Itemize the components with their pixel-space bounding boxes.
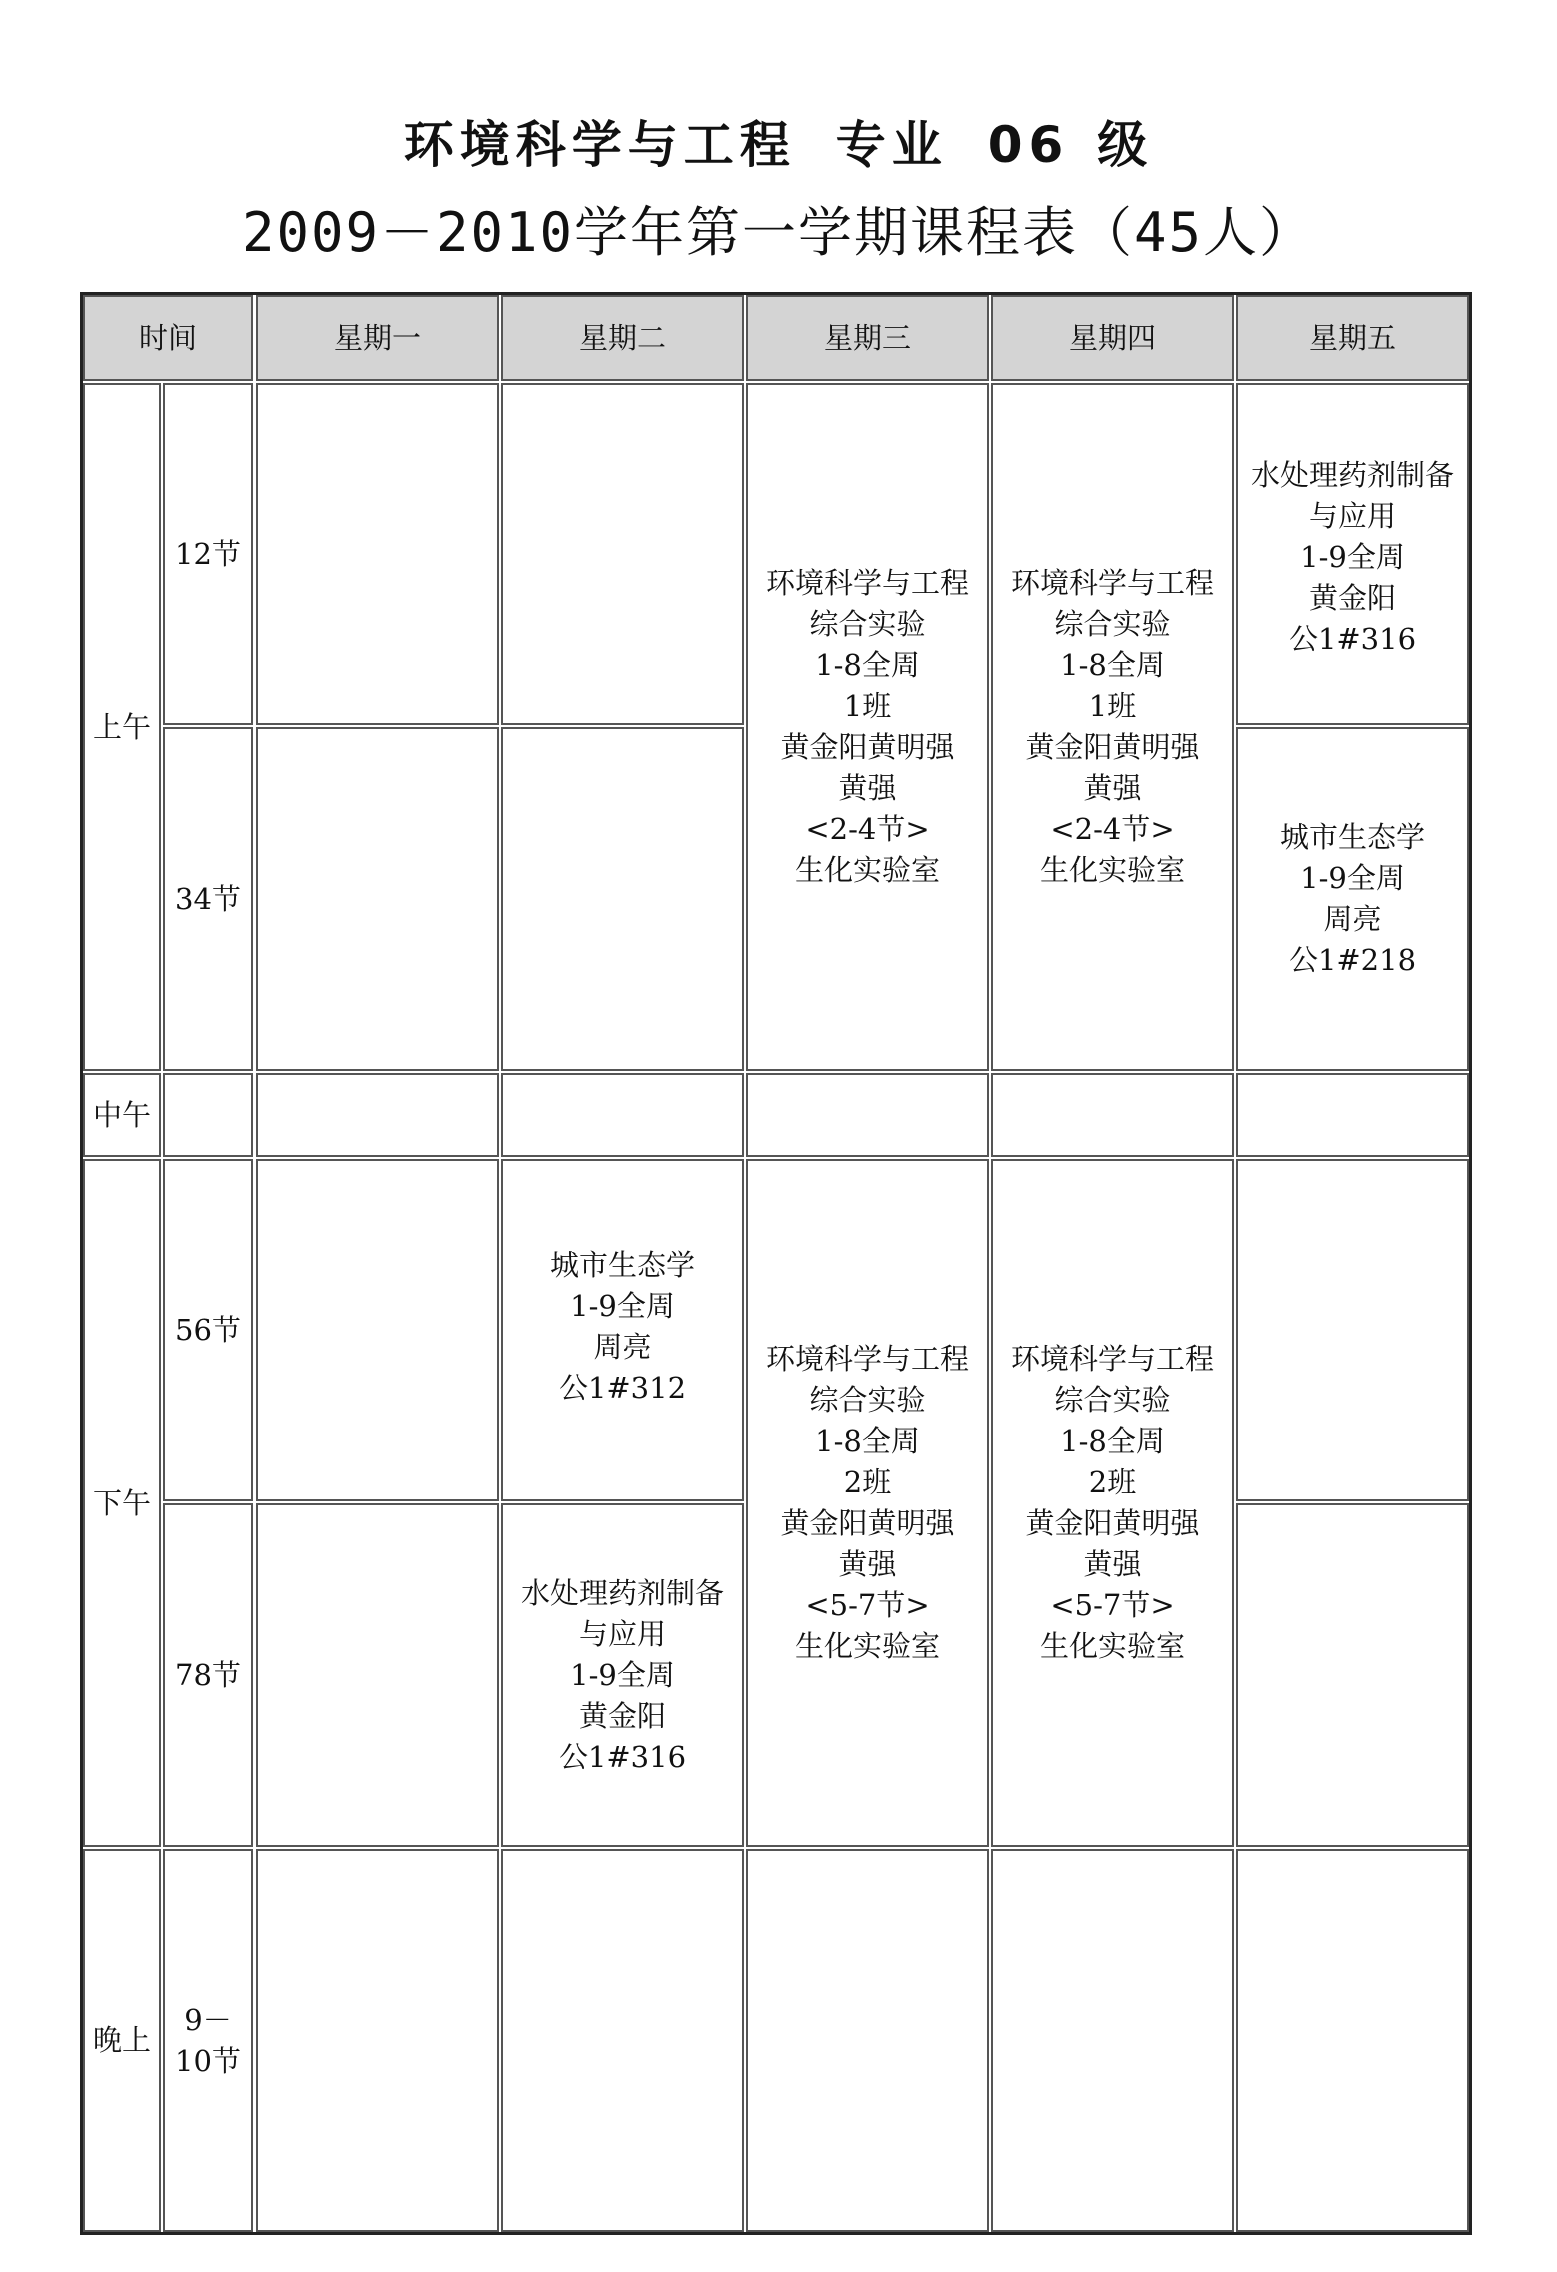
period-noon	[83, 1073, 161, 1157]
header-wednesday	[746, 295, 989, 381]
cell-mon-evening	[256, 1849, 499, 2232]
period-56-label: 56节	[175, 1312, 241, 1347]
period-910-label: 9－ 10节	[175, 2002, 241, 2078]
course-thu-am: 环境科学与工程 综合实验 1-8全周 1班 黄金阳黄明强 黄强 <2-4节> 生化实验室	[1010, 566, 1214, 887]
cell-mon-56	[256, 1159, 499, 1501]
header-friday	[1236, 295, 1469, 381]
period-910	[163, 1849, 253, 2232]
period-afternoon-label: 下午	[92, 1485, 151, 1520]
header-day-label: 星期二	[578, 320, 666, 355]
period-34	[163, 727, 253, 1071]
title-grade-num: 06	[987, 116, 1070, 174]
period-noon-label: 中午	[92, 1097, 151, 1132]
period-56	[163, 1159, 253, 1501]
cell-mon-12	[256, 383, 499, 725]
cell-fri-34	[1236, 727, 1469, 1071]
header-day-label: 星期四	[1068, 320, 1156, 355]
period-12-label: 12节	[175, 536, 241, 571]
header-monday	[256, 295, 499, 381]
cell-fri-56	[1236, 1159, 1469, 1501]
title-line-1	[0, 105, 1557, 177]
cell-wed-evening	[746, 1849, 989, 2232]
course-wed-am: 环境科学与工程 综合实验 1-8全周 1班 黄金阳黄明强 黄强 <2-4节> 生化实验室	[765, 566, 969, 887]
header-time	[83, 295, 253, 381]
cell-fri-78	[1236, 1503, 1469, 1847]
cell-tue-56	[501, 1159, 744, 1501]
period-78	[163, 1503, 253, 1847]
cell-tue-12	[501, 383, 744, 725]
title-major-suffix: 专业	[835, 116, 948, 174]
header-thursday	[991, 295, 1234, 381]
cell-thu-pm	[991, 1159, 1234, 1847]
header-day-label: 星期三	[823, 320, 911, 355]
period-evening	[83, 1849, 161, 2232]
header-day-label: 星期五	[1308, 320, 1396, 355]
period-12	[163, 383, 253, 725]
cell-mon-noon	[256, 1073, 499, 1157]
course-fri-34: 城市生态学 1-9全周 周亮 公1#218	[1279, 820, 1425, 977]
course-tue-56: 城市生态学 1-9全周 周亮 公1#312	[549, 1248, 695, 1405]
cell-tue-34	[501, 727, 744, 1071]
course-fri-12: 水处理药剂制备 与应用 1-9全周 黄金阳 公1#316	[1250, 458, 1454, 656]
period-morning-label: 上午	[92, 709, 151, 744]
header-time-label: 时间	[138, 320, 197, 355]
header-tuesday	[501, 295, 744, 381]
cell-mon-78	[256, 1503, 499, 1847]
period-morning	[83, 383, 161, 1071]
cell-tue-evening	[501, 1849, 744, 2232]
title-major: 环境科学与工程	[403, 116, 796, 174]
cell-fri-evening	[1236, 1849, 1469, 2232]
period-afternoon	[83, 1159, 161, 1847]
cell-wed-am	[746, 383, 989, 1071]
cell-tue-noon	[501, 1073, 744, 1157]
course-thu-pm: 环境科学与工程 综合实验 1-8全周 2班 黄金阳黄明强 黄强 <5-7节> 生化实验室	[1010, 1342, 1214, 1663]
schedule-table	[80, 292, 1472, 2235]
title-grade-suffix: 级	[1097, 116, 1154, 174]
title-subtitle: 2009－2010学年第一学期课程表（45人）	[241, 201, 1316, 264]
cell-fri-12	[1236, 383, 1469, 725]
period-78-label: 78节	[175, 1657, 241, 1692]
cell-wed-pm	[746, 1159, 989, 1847]
cell-thu-evening	[991, 1849, 1234, 2232]
cell-mon-34	[256, 727, 499, 1071]
course-wed-pm: 环境科学与工程 综合实验 1-8全周 2班 黄金阳黄明强 黄强 <5-7节> 生化实验室	[765, 1342, 969, 1663]
header-day-label: 星期一	[333, 320, 421, 355]
period-34-label: 34节	[175, 881, 241, 916]
cell-thu-am	[991, 383, 1234, 1071]
cell-fri-noon	[1236, 1073, 1469, 1157]
cell-noon-period	[163, 1073, 253, 1157]
course-tue-78: 水处理药剂制备 与应用 1-9全周 黄金阳 公1#316	[520, 1575, 724, 1774]
cell-wed-noon	[746, 1073, 989, 1157]
cell-thu-noon	[991, 1073, 1234, 1157]
period-evening-label: 晚上	[92, 2023, 151, 2057]
cell-tue-78	[501, 1503, 744, 1847]
